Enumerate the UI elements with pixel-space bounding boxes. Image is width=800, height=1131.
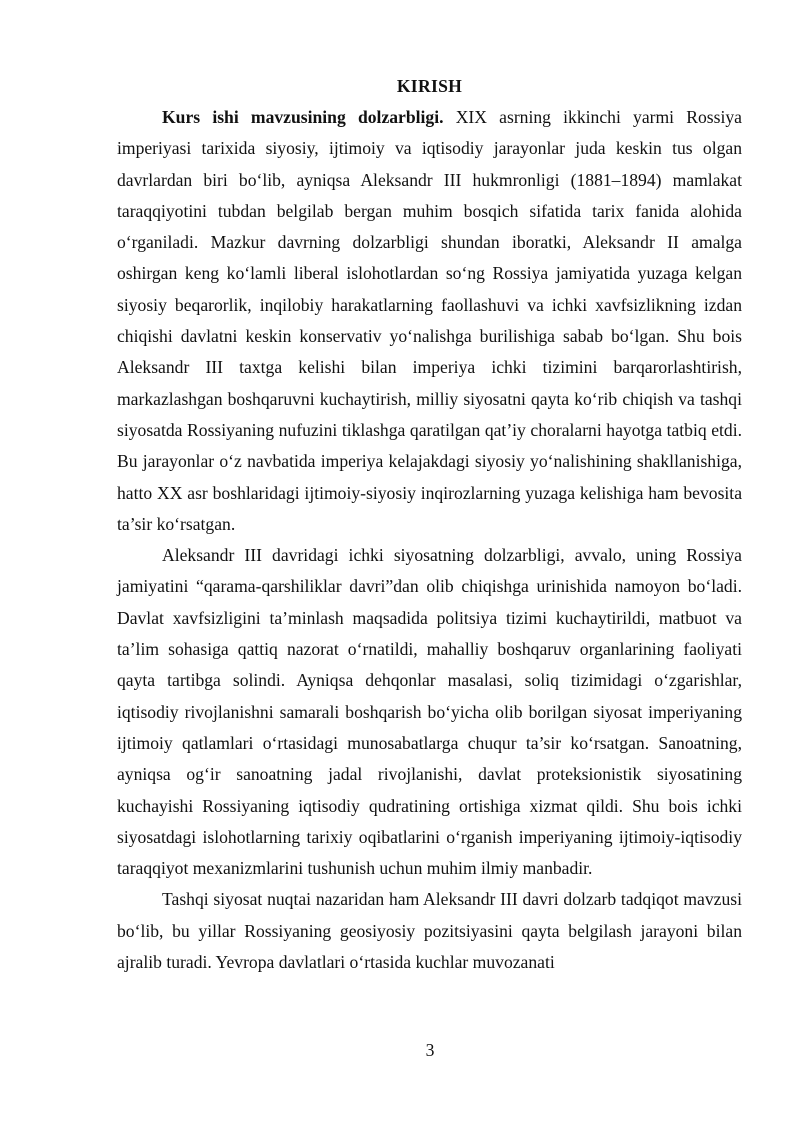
paragraph-text: Aleksandr III davridagi ichki siyosatning dolzarbligi, avvalo, uning Rossiya jamiyatini “qarama-qarshiliklar davri”dan olib chiqishga urinishida namoyon bo‘ladi. Davlat xavfsizligini ta’minlash maqsadida politsiya tizimi kuchaytirildi, matbuot va ta’lim sohasiga qattiq nazorat o‘rnatildi, mahalliy boshqaruv organlarining faoliyati qayta tartibga solindi. Ayniqsa dehqonlar masalasi, soliq tizimidagi o‘zgarishlar, iqtisodiy rivojlanishni samarali boshqarish bo‘yicha olib borilgan siyosat imperiyaning ijtimoiy qatlamlari o‘rtasidagi munosabatlarga chuqur ta’sir ko‘rsatgan. Sanoatning, ayniqsa og‘ir sanoatning jadal rivojlanishi, davlat proteksionistik siyosatining kuchayishi Rossiyaning iqtisodiy qudratining ortishiga xizmat qildi. Shu bois ichki siyosatdagi islohotlarning tarixiy oqibatlarini o‘rganish imperiyaning ijtimoiy-iqtisodiy taraqqiyot mexanizmlarini tushunish uchun muhim ilmiy manbadir. (117, 545, 742, 879)
paragraph-3 (117, 884, 742, 978)
paragraph-1 (117, 102, 742, 540)
section-heading: KIRISH (396, 76, 463, 96)
paragraph-text: XIX asrning ikkinchi yarmi Rossiya imperiyasi tarixida siyosiy, ijtimoiy va iqtisodiy jarayonlar juda keskin tus olgan davrlardan biri bo‘lib, ayniqsa Aleksandr III hukmronligi (1881–1894) mamlakat taraqqiyotini tubdan belgilab bergan muhim bosqich sifatida tarix fanida alohida o‘rganiladi. Mazkur davrning dolzarbligi shundan iboratki, Aleksandr II amalga oshirgan keng ko‘lamli liberal islohotlardan so‘ng Rossiya jamiyatida yuzaga kelgan siyosiy beqarorlik, inqilobiy harakatlarning faollashuvi va ichki xavfsizlikning izdan chiqishi davlatni keskin konservativ yo‘nalishga burilishiga sabab bo‘lgan. Shu bois Aleksandr III taxtga kelishi bilan imperiya ichki tizimini barqarorlashtirish, markazlashgan boshqaruvni kuchaytirish, milliy siyosatni qayta ko‘rib chiqish va tashqi siyosatda Rossiyaning nufuzini tiklashga qaratilgan qat’iy choralarni hayotga tatbiq etdi. Bu jarayonlar o‘z navbatida imperiya kelajakdagi siyosiy yo‘nalishining shakllanishiga, hatto XX asr boshlaridagi ijtimoiy-siyosiy inqirozlarning yuzaga kelishiga ham bevosita ta’sir ko‘rsatgan. (117, 107, 742, 534)
paragraph-text: Tashqi siyosat nuqtai nazaridan ham Aleksandr III davri dolzarb tadqiqot mavzusi bo‘lib, bu yillar Rossiyaning geosiyosiy pozitsiyasini qayta belgilash jarayoni bilan ajralib turadi. Yevropa davlatlari o‘rtasida kuchlar muvozanati (117, 889, 742, 973)
paragraph-2 (117, 540, 742, 884)
page-number: 3 (425, 1040, 435, 1060)
document-page (117, 74, 742, 978)
paragraph-lead: Kurs ishi mavzusining dolzarbligi. (162, 107, 444, 127)
